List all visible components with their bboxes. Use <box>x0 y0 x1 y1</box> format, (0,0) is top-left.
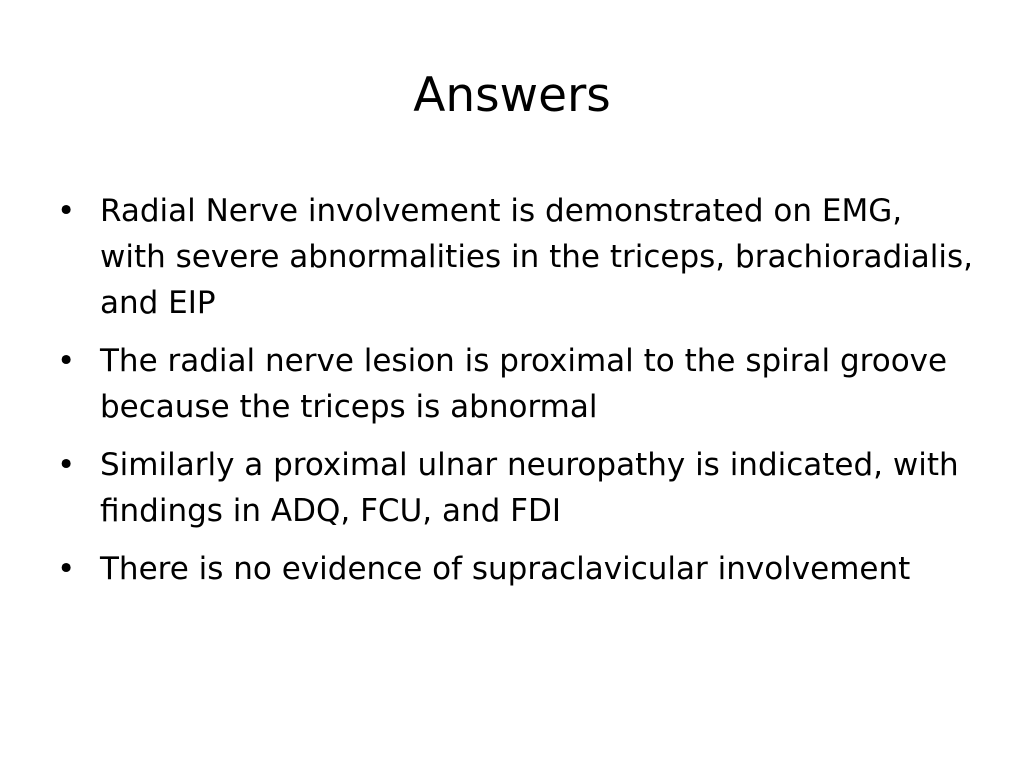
bullet-item <box>55 546 975 592</box>
bullet-list <box>55 188 975 604</box>
bullet-item <box>55 188 975 326</box>
bullet-text: Similarly a proximal ulnar neuropathy is indicated, with findings in ADQ, FCU, and FDI <box>100 447 959 529</box>
bullet-dot-icon: • <box>57 193 76 229</box>
bullet-item <box>55 442 975 534</box>
bullet-text: There is no evidence of supraclavicular involvement <box>100 551 911 587</box>
bullet-dot-icon: • <box>57 447 76 483</box>
bullet-dot-icon: • <box>57 343 76 379</box>
slide-title: Answers <box>413 68 611 123</box>
bullet-text: Radial Nerve involvement is demonstrated on EMG, with severe abnormalities in the triceps, brachioradialis, and EIP <box>100 193 973 321</box>
bullet-item <box>55 338 975 430</box>
bullet-dot-icon: • <box>57 551 76 587</box>
bullet-text: The radial nerve lesion is proximal to the spiral groove because the triceps is abnormal <box>100 343 948 425</box>
